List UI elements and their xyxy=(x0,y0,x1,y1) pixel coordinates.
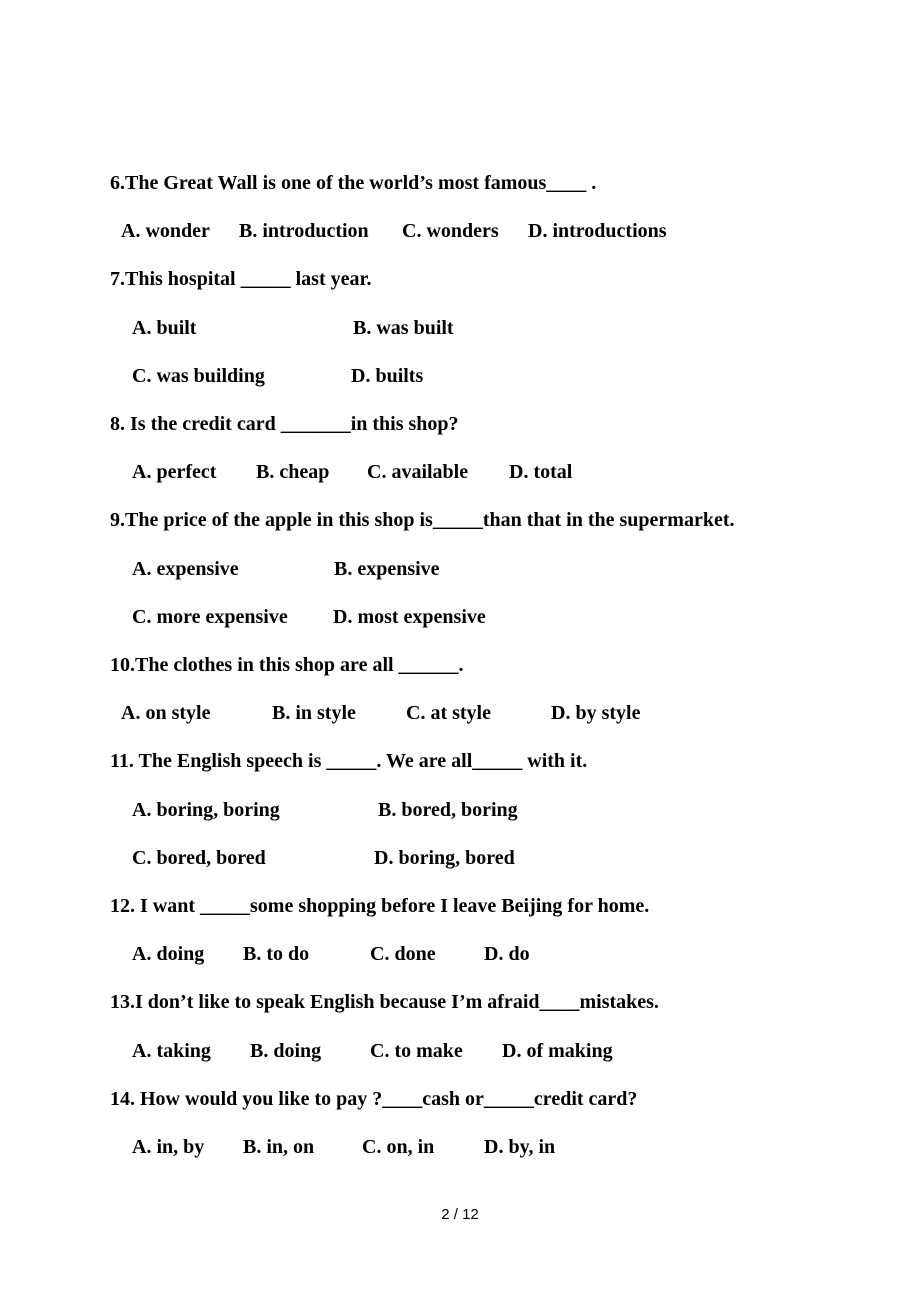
question-13-option-a: A. taking xyxy=(132,1040,211,1062)
question-12-option-a: A. doing xyxy=(132,943,205,965)
question-10-option-c: C. at style xyxy=(406,702,491,724)
question-12-option-b: B. to do xyxy=(243,943,310,965)
question-14-option-d: D. by, in xyxy=(484,1136,556,1158)
question-8-option-c: C. available xyxy=(367,461,469,483)
question-8-stem: 8. Is the credit card _______in this shop? xyxy=(110,413,459,435)
question-10-option-a: A. on style xyxy=(121,702,211,724)
question-6-option-c: C. wonders xyxy=(402,220,499,242)
question-12-option-d: D. do xyxy=(484,943,530,965)
question-11-option-d: D. boring, bored xyxy=(374,847,515,869)
question-9-option-c: C. more expensive xyxy=(132,606,288,628)
question-10-stem: 10.The clothes in this shop are all ______. xyxy=(110,654,464,676)
question-11-stem: 11. The English speech is _____. We are all_____ with it. xyxy=(110,750,588,772)
question-13-option-b: B. doing xyxy=(250,1040,322,1062)
question-13-stem: 13.I don’t like to speak English because I’m afraid____mistakes. xyxy=(110,991,659,1013)
question-10-option-b: B. in style xyxy=(272,702,356,724)
question-9-stem: 9.The price of the apple in this shop is_____than that in the supermarket. xyxy=(110,509,735,531)
question-6-option-d: D. introductions xyxy=(528,220,667,242)
question-9-option-d: D. most expensive xyxy=(333,606,486,628)
question-6-stem: 6.The Great Wall is one of the world’s most famous____ . xyxy=(110,172,597,194)
question-7-option-b: B. was built xyxy=(353,317,454,339)
question-8-option-a: A. perfect xyxy=(132,461,217,483)
question-7-option-c: C. was building xyxy=(132,365,265,387)
question-14-option-c: C. on, in xyxy=(362,1136,435,1158)
question-13-option-c: C. to make xyxy=(370,1040,463,1062)
question-12-stem: 12. I want _____some shopping before I leave Beijing for home. xyxy=(110,895,650,917)
question-6-option-b: B. introduction xyxy=(239,220,369,242)
question-14-stem: 14. How would you like to pay ?____cash or_____credit card? xyxy=(110,1088,638,1110)
question-9-option-b: B. expensive xyxy=(334,558,440,580)
question-12-option-c: C. done xyxy=(370,943,436,965)
question-10-option-d: D. by style xyxy=(551,702,641,724)
question-8-option-d: D. total xyxy=(509,461,573,483)
question-7-stem: 7.This hospital _____ last year. xyxy=(110,268,372,290)
question-9-option-a: A. expensive xyxy=(132,558,239,580)
question-7-option-d: D. builts xyxy=(351,365,424,387)
page-number: 2 / 12 xyxy=(441,1206,479,1223)
question-14-option-a: A. in, by xyxy=(132,1136,205,1158)
question-14-option-b: B. in, on xyxy=(243,1136,315,1158)
question-11-option-b: B. bored, boring xyxy=(378,799,518,821)
question-13-option-d: D. of making xyxy=(502,1040,613,1062)
question-11-option-c: C. bored, bored xyxy=(132,847,266,869)
question-7-option-a: A. built xyxy=(132,317,197,339)
question-6-option-a: A. wonder xyxy=(121,220,210,242)
question-11-option-a: A. boring, boring xyxy=(132,799,280,821)
question-8-option-b: B. cheap xyxy=(256,461,330,483)
